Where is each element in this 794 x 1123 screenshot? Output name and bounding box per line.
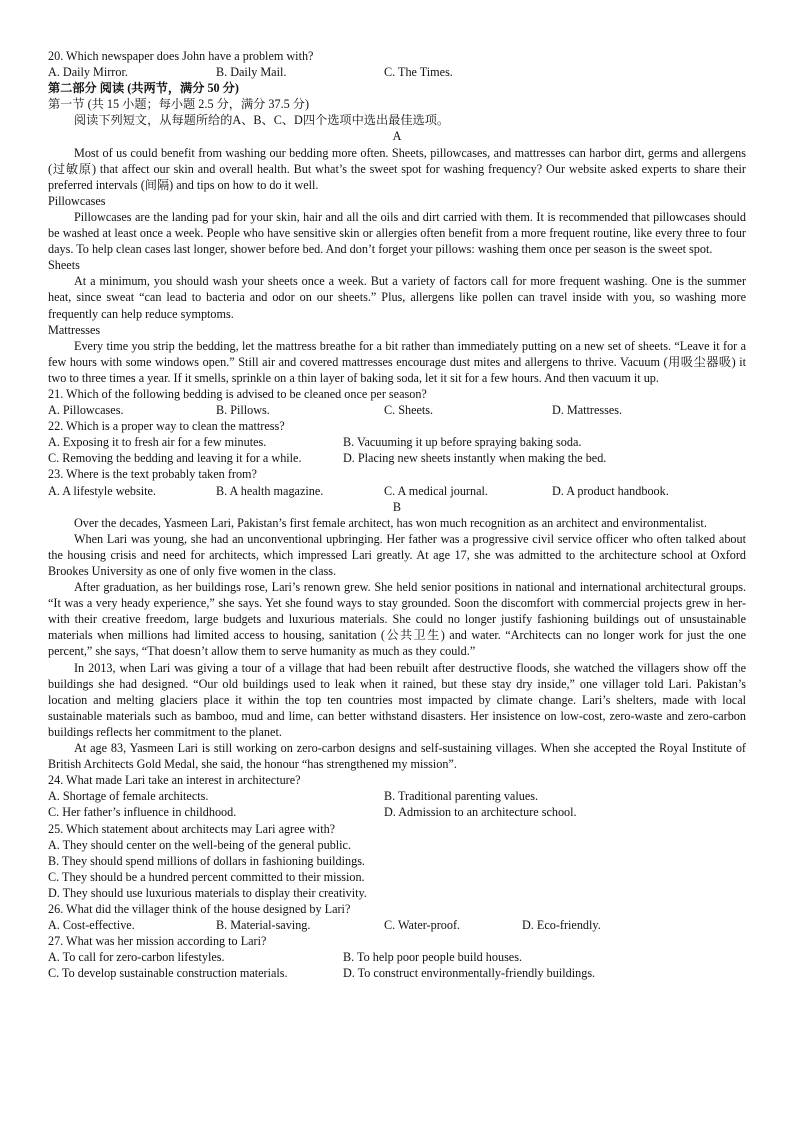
paragraph: At a minimum, you should wash your sheets once a week. But a variety of factors call for more frequent washing. One is the summer heat, since sweat “can lead to bacteria and odor on our sheets.” Plus, allergens like pollen can travel inside with you, so washing more frequently can help reduce symptoms. bbox=[48, 274, 746, 321]
option-b: B. Vacuuming it up before spraying baking soda. bbox=[343, 435, 582, 450]
instruction: 阅读下列短文，从每题所给的A、B、C、D四个选项中选出最佳选项。 bbox=[74, 113, 450, 128]
paragraph: Every time you strip the bedding, let the mattress breathe for a bit rather than immediately putting on a new set of sheets. “Leave it for a few hours with some windows open.” Still air and covered mattresses encourage dust mites and allergens to thrive. Vacuum (用吸尘器吸) it two to three times a year. If it smells, sprinkle on a thin layer of baking soda, let it sit for a few hours. And then vacuum it up. bbox=[48, 338, 746, 385]
option-b: B. Material-saving. bbox=[216, 918, 311, 933]
question-27 bbox=[48, 933, 746, 981]
options-row bbox=[48, 965, 746, 981]
paragraph: Most of us could benefit from washing our bedding more often. Sheets, pillowcases, and mattresses can harbor dirt, germs and allergens (过敏原) that affect our skin and overall health. But what’s the sweet spot for washing frequency? Our website asked experts to share their preferred intervals (间隔) and tips on how to do it well. bbox=[48, 145, 746, 192]
subheading-mattresses: Mattresses bbox=[48, 322, 101, 337]
paragraph: At age 83, Yasmeen Lari is still working on zero-carbon designs and self-sustaining villages. When she accepted the Royal Institute of British Architects Gold Medal, she said, the honour “has strengthened my mission”. bbox=[48, 741, 746, 772]
option-b: B. They should spend millions of dollars in fashioning buildings. bbox=[48, 853, 365, 868]
option-b: B. A health magazine. bbox=[216, 483, 324, 498]
paragraph: In 2013, when Lari was giving a tour of a village that had been rebuilt after destructive floods, she watched the villagers show off the buildings she had designed. “Our old buildings used to leak when it rained, but these stay dry inside,” one villager told Lari. Pakistan’s location and melting glaciers place it within the top ten countries most impacted by climate change. Lari’s shelters, made with local sustainable materials such as bamboo, mud and lime, can better withstand disasters. Her insistence on low-cost, zero-waste and zero-carbon buildings reflects her commitment to the planet. bbox=[48, 660, 746, 739]
passage-letter: B bbox=[392, 499, 402, 514]
options-row bbox=[48, 483, 746, 499]
subheading-pillowcases: Pillowcases bbox=[48, 193, 106, 208]
option-d: D. Admission to an architecture school. bbox=[384, 805, 577, 820]
question-26 bbox=[48, 901, 746, 933]
option-d: D. A product handbook. bbox=[552, 483, 669, 498]
option-c: C. Sheets. bbox=[384, 403, 434, 418]
passage-letter: A bbox=[392, 129, 402, 144]
option-d: D. To construct environmentally-friendly buildings. bbox=[343, 966, 596, 981]
question-stem: 23. Where is the text probably taken from? bbox=[48, 467, 257, 482]
option-a: A. Daily Mirror. bbox=[48, 65, 128, 80]
paragraph: After graduation, as her buildings rose, Lari’s renown grew. She held senior positions in national and international architectural groups. “It was a very heady experience,” she says. Yet she found ways to stay grounded. Soon the discomfort with commercial projects grew in her-with their creative freedom, large budgets and luxurious materials. She could no longer justify fashioning buildings out of unsustainable materials when millions had limited access to housing, sanitation (公共卫生) and water. “Architects can no longer work for just the one percent,” she says, “That doesn’t allow them to serve humanity as much as they could.” bbox=[48, 580, 746, 659]
option-a: A. To call for zero-carbon lifestyles. bbox=[48, 950, 225, 965]
option-a: A. They should center on the well-being of the general public. bbox=[48, 837, 352, 852]
options-row bbox=[48, 949, 746, 965]
question-stem: 22. Which is a proper way to clean the mattress? bbox=[48, 419, 285, 434]
question-22 bbox=[48, 418, 746, 466]
part-heading: 第二部分 阅读 (共两节，满分 50 分) bbox=[48, 81, 239, 96]
options-row bbox=[48, 917, 746, 933]
question-23 bbox=[48, 466, 746, 498]
option-c: C. Removing the bedding and leaving it for a while. bbox=[48, 451, 302, 466]
question-25 bbox=[48, 821, 746, 901]
options-row bbox=[48, 402, 746, 418]
exam-page bbox=[48, 48, 746, 981]
option-c: C. They should be a hundred percent committed to their mission. bbox=[48, 869, 365, 884]
subheading-sheets: Sheets bbox=[48, 258, 80, 273]
question-stem: 20. Which newspaper does John have a problem with? bbox=[48, 49, 314, 63]
option-d: D. Mattresses. bbox=[552, 403, 623, 418]
option-b: B. Pillows. bbox=[216, 403, 270, 418]
option-b: B. To help poor people build houses. bbox=[343, 950, 523, 965]
option-c: C. To develop sustainable construction materials. bbox=[48, 966, 288, 981]
options-row bbox=[48, 450, 746, 466]
option-c: C. Her father’s influence in childhood. bbox=[48, 805, 237, 820]
paragraph: When Lari was young, she had an unconventional upbringing. Her father was a progressive civil service officer who often talked about the housing crisis and need for architects, which impressed Lari greatly. At age 17, she was admitted to the architecture school at Oxford Brookes University as one of only five women in the class. bbox=[48, 531, 746, 578]
options-row bbox=[48, 434, 746, 450]
question-stem: 24. What made Lari take an interest in architecture? bbox=[48, 773, 301, 788]
question-21 bbox=[48, 386, 746, 418]
section-heading: 第一节 (共 15 小题；每小题 2.5 分，满分 37.5 分) bbox=[48, 97, 310, 112]
option-b: B. Daily Mail. bbox=[216, 65, 287, 80]
question-stem: 27. What was her mission according to Lari? bbox=[48, 934, 267, 949]
option-d: D. They should use luxurious materials to display their creativity. bbox=[48, 885, 367, 900]
passage-b bbox=[48, 499, 746, 773]
option-d: D. Eco-friendly. bbox=[522, 918, 601, 933]
option-c: C. Water-proof. bbox=[384, 918, 461, 933]
question-stem: 21. Which of the following bedding is advised to be cleaned once per season? bbox=[48, 386, 427, 401]
options-row bbox=[48, 64, 746, 80]
paragraph: Pillowcases are the landing pad for your skin, hair and all the oils and dirt carried with them. It is recommended that pillowcases should be washed at least once a week. People who have sensitive skin or allergies often benefit from a more frequent routine, like every three to four days. To help clean cases last longer, shower before bed. And don’t forget your pillows: washing them once per season is the sweet spot. bbox=[48, 209, 746, 257]
option-a: A. Cost-effective. bbox=[48, 918, 135, 933]
option-a: A. Pillowcases. bbox=[48, 403, 124, 418]
option-d: D. Placing new sheets instantly when making the bed. bbox=[343, 451, 607, 466]
question-stem: 25. Which statement about architects may Lari agree with? bbox=[48, 821, 336, 836]
question-20 bbox=[48, 48, 746, 80]
option-c: C. A medical journal. bbox=[384, 483, 488, 498]
option-a: A. Shortage of female architects. bbox=[48, 789, 209, 804]
option-a: A. A lifestyle website. bbox=[48, 483, 156, 498]
option-b: B. Traditional parenting values. bbox=[384, 789, 539, 804]
options-row bbox=[48, 788, 746, 804]
question-24 bbox=[48, 772, 746, 820]
question-stem: 26. What did the villager think of the house designed by Lari? bbox=[48, 901, 351, 916]
passage-a bbox=[48, 128, 746, 386]
options-row bbox=[48, 804, 746, 820]
paragraph: Over the decades, Yasmeen Lari, Pakistan’s first female architect, has won much recognition as an architect and environmentalist. bbox=[74, 515, 707, 530]
option-a: A. Exposing it to fresh air for a few minutes. bbox=[48, 435, 267, 450]
option-c: C. The Times. bbox=[384, 65, 453, 80]
